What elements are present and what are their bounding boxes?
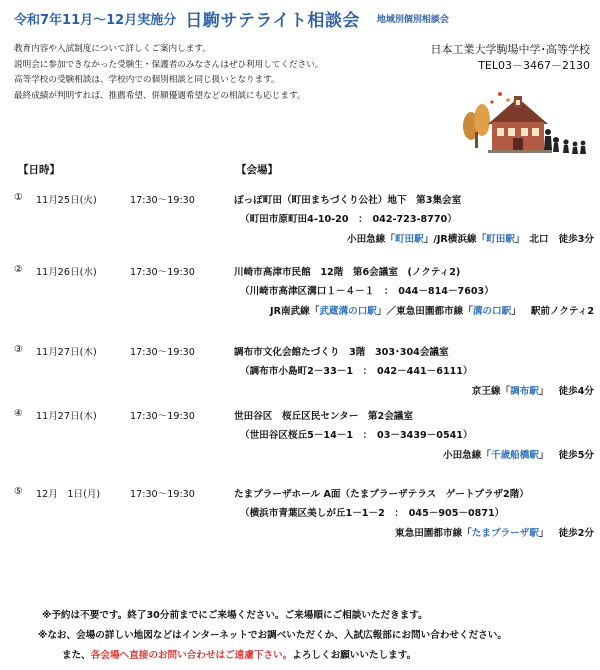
event-date: 11月27日(木) (36, 347, 97, 358)
event-time: 17:30～19:30 (130, 411, 195, 422)
event-venue: 調布市文化会館たづくり 3階 303･304会議室 (234, 347, 449, 358)
note-contact (14, 646, 594, 666)
venue-column-header: 【会場】 (236, 164, 278, 176)
walk-time: 徒歩5分 (558, 450, 594, 461)
walk-time: 徒歩4分 (558, 386, 594, 397)
intro-text (14, 42, 414, 104)
access-text: 」/JR横浜線「 (423, 234, 487, 245)
station-name: 町田駅 (486, 234, 515, 245)
access-text: 」 (538, 528, 549, 539)
station-name: 武蔵溝の口駅 (319, 306, 377, 317)
intro-line: 最終成績が判明すれば、推薦希望、併願優遇希望などの相談にも応じます。 (14, 90, 306, 101)
page-subtitle: 地域別個別相談会 (376, 15, 449, 25)
school-building-icon (462, 88, 590, 160)
access-text: 小田急線「 (443, 450, 491, 461)
event-item (14, 408, 594, 478)
access-text: 」 北口 (514, 234, 549, 245)
event-address: （世田谷区桜丘5－14－1 ： 03－3439－0541） (240, 430, 473, 441)
school-tel: TEL03－3467－2130 (478, 59, 590, 72)
event-date: 11月26日(水) (36, 267, 97, 278)
event-item (14, 486, 594, 556)
note-reservation: ※予約は不要です。終了30分前までにご来場ください。ご来場順にご相談いただきます。 (42, 610, 428, 621)
event-number: ④ (14, 408, 23, 419)
event-address: （町田市原町田4-10-20 ： 042-723-8770） (240, 214, 457, 225)
event-access (472, 383, 594, 397)
event-date: 12月 1日(月) (36, 489, 101, 500)
station-name: 調布駅 (510, 386, 539, 397)
access-text: 」 (538, 450, 549, 461)
intro-line: 説明会に参加できなかった受験生・保護者のみなさんはぜひ利用してください。 (14, 59, 324, 70)
access-text: 東急田園都市線「 (395, 528, 472, 539)
station-name: 千歳船橋駅 (490, 450, 539, 461)
event-number: ⑤ (14, 486, 23, 497)
station-name: たまプラーザ駅 (471, 528, 539, 539)
event-access (443, 447, 594, 461)
note-contact-pre: また、 (62, 650, 91, 661)
station-name: 町田駅 (394, 234, 424, 245)
intro-line: 教育内容や入試制度について詳しくご案内します。 (14, 44, 211, 54)
date-column-header: 【日時】 (18, 164, 60, 176)
walk-time: 徒歩3分 (558, 234, 594, 245)
school-info (431, 42, 591, 74)
title-prefix: 令和7年11月～12月実施分 (14, 13, 177, 28)
event-number: ③ (14, 344, 23, 355)
event-address: （調布市小島町2－33－1 ： 042－441－6111） (240, 366, 473, 377)
event-time: 17:30～19:30 (130, 195, 195, 206)
event-item (14, 264, 594, 334)
access-text: 」 (538, 386, 549, 397)
access-text: 」／東急田園都市線「 (376, 306, 473, 317)
event-address: （川崎市高津区溝口１－４－１ ： 044－814－7603） (240, 286, 494, 297)
event-date: 11月25日(火) (36, 195, 97, 206)
event-access (270, 303, 594, 317)
note-contact-post: よろしくお願いいたします。 (292, 650, 417, 661)
event-venue: 世田谷区 桜丘区民センター 第2会議室 (234, 411, 413, 422)
event-venue: たまプラーザホール A面（たまプラーザテラス ゲートプラザ2階） (234, 489, 529, 500)
access-text: 小田急線「 (346, 234, 395, 245)
intro-line: 高等学校の受験相談は、学校内での個別相談と同じ扱いとなります。 (14, 75, 280, 85)
event-time: 17:30～19:30 (130, 489, 195, 500)
school-name: 日本工業大学駒場中学･高等学校 (430, 43, 590, 56)
notes (14, 606, 594, 666)
event-date: 11月27日(木) (36, 411, 97, 422)
header (14, 6, 594, 32)
event-venue: ぽっぽ町田（町田まちづくり公社）地下 第3集会室 (234, 195, 462, 206)
event-item (14, 344, 594, 414)
event-number: ① (14, 192, 23, 203)
event-time: 17:30～19:30 (130, 267, 195, 278)
event-time: 17:30～19:30 (130, 347, 195, 358)
event-number: ② (14, 264, 23, 275)
access-text: 」 (511, 306, 521, 317)
note-map: ※なお、会場の詳しい地図などはインターネットでお調べいただくか、入試広報部にお問い合わせください。 (38, 630, 507, 641)
note-contact-warning: 各会場へ直接のお問い合わせはご遠慮下さい。 (90, 650, 293, 661)
event-venue: 川崎市高津市民館 12階 第6会議室 (ノクティ2) (234, 267, 461, 278)
event-access (395, 525, 594, 539)
event-access (347, 231, 594, 245)
access-text: 京王線「 (471, 386, 511, 397)
walk-time: 駅前ノクティ2 (530, 306, 594, 317)
event-item (14, 192, 594, 262)
page-title: 日駒サテライト相談会 (185, 11, 360, 31)
access-text: JR南武線「 (270, 306, 320, 317)
walk-time: 徒歩2分 (558, 528, 594, 539)
station-name: 溝の口駅 (472, 306, 512, 317)
event-address: （横浜市青葉区美しが丘1－1－2 ： 045－905－0871） (240, 508, 505, 519)
